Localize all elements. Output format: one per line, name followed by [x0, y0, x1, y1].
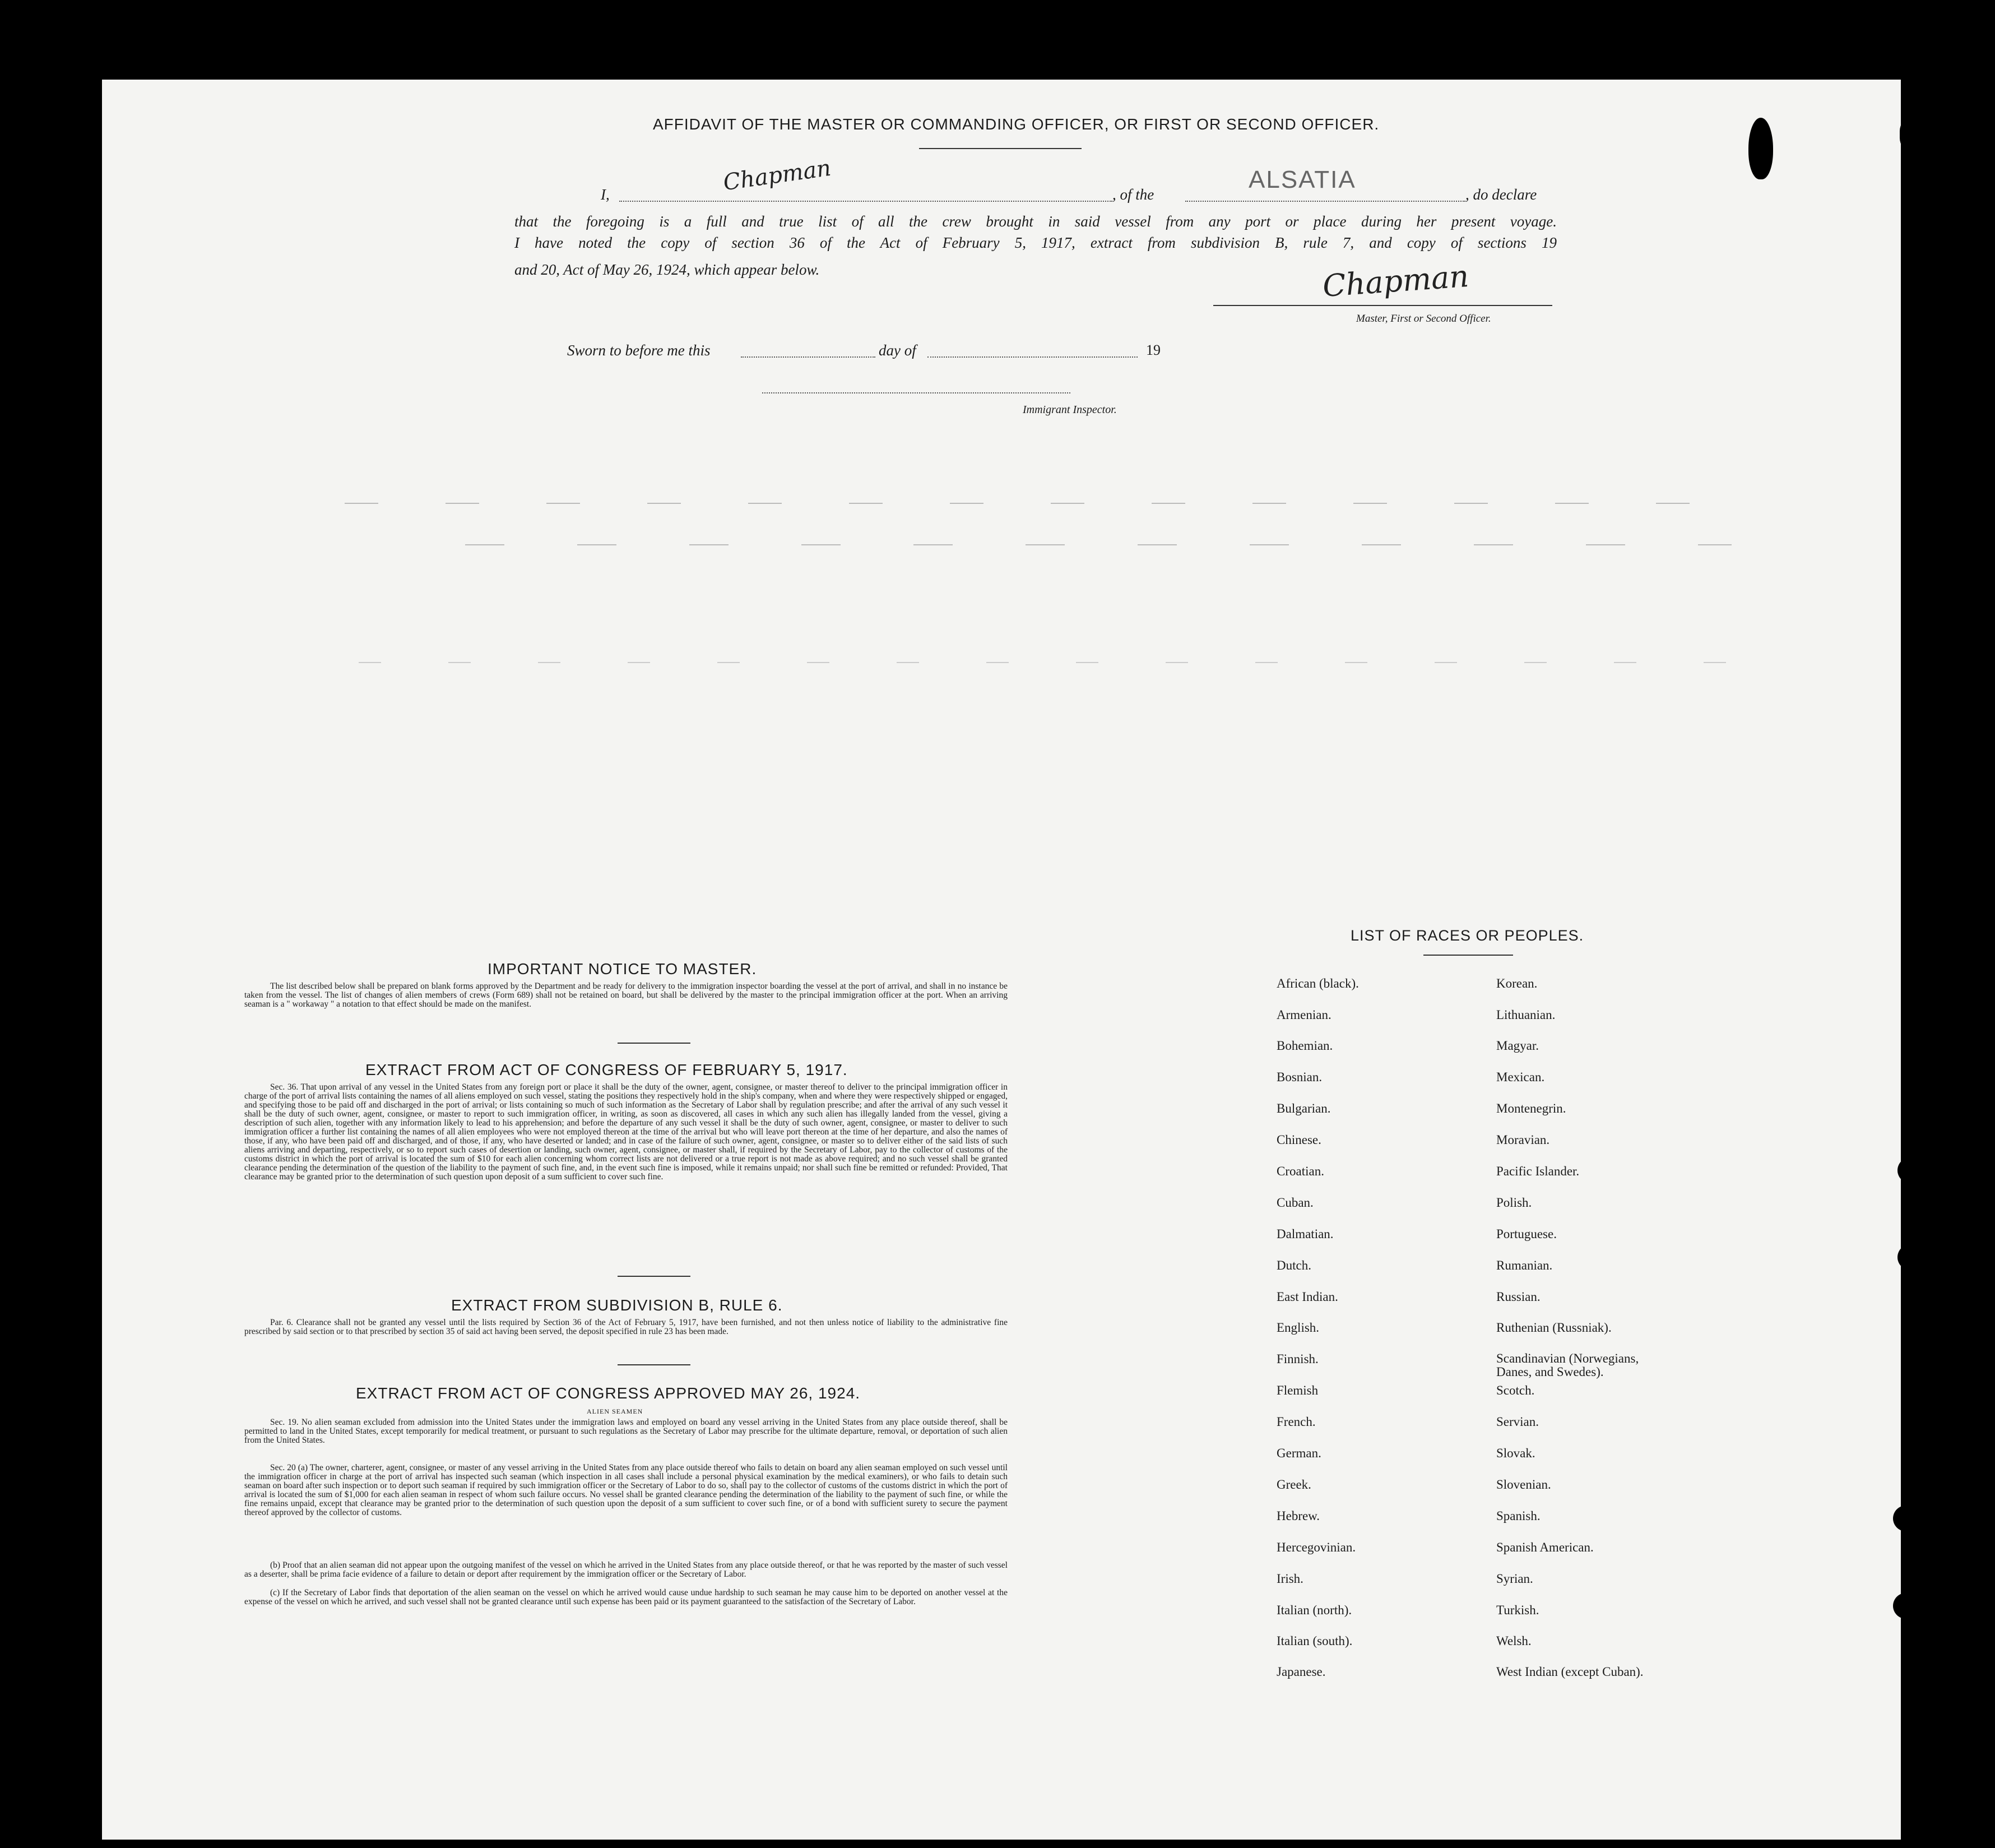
extract-1924-title: EXTRACT FROM ACT OF CONGRESS APPROVED MAY 26, 1924. — [356, 1384, 861, 1402]
faint-rule — [359, 662, 1732, 663]
affidavit-line-3: I have noted the copy of section 36 of the Act of February 5, 1917, extract from subdivision B, rule 7, and copy of sections 19 — [514, 234, 1557, 251]
race-item: Magyar. — [1496, 1039, 1539, 1053]
subdivision-b-text: Par. 6. Clearance shall not be granted any vessel until the lists required by Section 36 of the Act of February 5, 1917, have been furnished, and not then unless notice of liability to the administrative fine prescribed by said section or to that prescribed by section 35 of said act having been served, the deposit specified in rule 23 has been made. — [244, 1318, 1008, 1336]
inspector-caption: Immigrant Inspector. — [1023, 404, 1117, 416]
punch-hole — [1932, 573, 1958, 599]
race-item: French. — [1277, 1415, 1316, 1429]
name-line — [619, 201, 1112, 202]
master-signature: Chapman — [1321, 258, 1470, 304]
race-item: Scandinavian (Norwegians, Danes, and Swedes). — [1496, 1351, 1639, 1379]
race-item: Croatian. — [1277, 1164, 1324, 1178]
affidavit-line-4: and 20, Act of May 26, 1924, which appear below. — [514, 261, 820, 278]
race-item: Japanese. — [1277, 1665, 1326, 1679]
race-item: Cuban. — [1277, 1196, 1314, 1210]
sec-20c-text: (c) If the Secretary of Labor finds that deportation of the alien seaman on the vessel on which he arrived would cause undue hardship to such seaman he may cause him to be deported on another vessel at the expense of the vessel on which he arrived, and such vessel shall not be granted clearance until such expense has been paid or its payment guaranteed to the satisfaction of the Secretary of Labor. — [244, 1588, 1008, 1606]
master-caption: Master, First or Second Officer. — [1356, 313, 1491, 325]
race-item: Irish. — [1277, 1572, 1303, 1586]
race-item: Spanish. — [1496, 1509, 1541, 1523]
torn-hole — [1748, 118, 1773, 179]
title-rule — [919, 148, 1082, 149]
punch-hole — [1902, 315, 1928, 341]
faint-rule — [345, 503, 1734, 504]
torn-hole — [1900, 118, 1928, 151]
race-item: East Indian. — [1277, 1290, 1338, 1304]
race-item: Moravian. — [1496, 1133, 1550, 1147]
extract-1917-title: EXTRACT FROM ACT OF CONGRESS OF FEBRUARY 5, 1917. — [365, 1061, 848, 1078]
race-item: Syrian. — [1496, 1572, 1533, 1586]
sec-20b-text: (b) Proof that an alien seaman did not appear upon the outgoing manifest of the vessel on which he arrived in the United States from any place outside thereof, or that he was reported by the master of such vessel as a deserter, shall be prima facie evidence of a failure to detain or deport after requirement by the immigration officer or the Secretary of Labor. — [244, 1560, 1008, 1579]
race-item: Armenian. — [1277, 1008, 1331, 1022]
race-item: Bosnian. — [1277, 1070, 1323, 1084]
races-title: LIST OF RACES OR PEOPLES. — [1351, 927, 1584, 944]
race-item: Ruthenian (Russniak). — [1496, 1321, 1612, 1335]
race-item: Slovak. — [1496, 1446, 1535, 1460]
races-title-rule — [1423, 955, 1513, 956]
race-item: Greek. — [1277, 1478, 1311, 1492]
master-signature-line — [1213, 305, 1552, 306]
section-rule — [618, 1364, 690, 1365]
race-item: West Indian (except Cuban). — [1496, 1665, 1644, 1679]
punch-hole — [1897, 1244, 1923, 1270]
notice-text: The list described below shall be prepared on blank forms approved by the Department and be ready for delivery to the immigration inspector boarding the vessel at the port of arrival, and shall in no instance be taken from the vessel. The list of changes of alien members of crews (Form 689) shall not be retained on board, but shall be delivered by the master to the principal immigration officer at the port. When an arriving seaman is a " workaway " a notation to that effect should be made on the manifest. — [244, 981, 1008, 1009]
inspector-signature-line — [762, 392, 1070, 393]
race-item: Flemish — [1277, 1383, 1319, 1397]
race-item: Scotch. — [1496, 1383, 1535, 1397]
race-item: Slovenian. — [1496, 1478, 1551, 1492]
sec-19-text: Sec. 19. No alien seaman excluded from admission into the United States under the immigration laws and employed on board any vessel arriving in the United States from any place outside thereof, shall be permitted to land in the United States, except temporarily for medical treatment, or pursuant to such regulations as the Secretary of Labor may prescribe for the ultimate departure, removal, or deportation of such alien from the United States. — [244, 1418, 1008, 1445]
section-rule — [618, 1276, 690, 1277]
of-the-label: , of the — [1112, 186, 1154, 203]
race-item: Polish. — [1496, 1196, 1532, 1210]
race-item: Bohemian. — [1277, 1039, 1333, 1053]
race-item: African (black). — [1277, 976, 1359, 990]
vessel-line — [1185, 201, 1465, 202]
sworn-prefix: Sworn to before me this — [567, 342, 711, 359]
subdivision-b-title: EXTRACT FROM SUBDIVISION B, RULE 6. — [451, 1296, 783, 1314]
sworn-year: 19 — [1146, 342, 1161, 358]
affidavit-i-label: I, — [601, 186, 610, 203]
race-item: Portuguese. — [1496, 1227, 1557, 1241]
notice-title: IMPORTANT NOTICE TO MASTER. — [488, 960, 757, 978]
race-item: Chinese. — [1277, 1133, 1321, 1147]
race-item: Spanish American. — [1496, 1540, 1594, 1554]
race-item: Turkish. — [1496, 1603, 1539, 1617]
race-item: Mexican. — [1496, 1070, 1545, 1084]
race-item: Russian. — [1496, 1290, 1541, 1304]
race-item: Korean. — [1496, 976, 1538, 990]
affidavit-line-2: that the foregoing is a full and true list of all the crew brought in said vessel from any port or place during her present voyage. — [514, 213, 1557, 230]
punch-hole — [1902, 212, 1928, 238]
declarant-signature: Chapman — [721, 155, 833, 196]
vessel-name-stamp: ALSATIA — [1249, 166, 1356, 193]
faint-rule — [465, 544, 1732, 545]
punch-hole — [1897, 1157, 1923, 1183]
race-item: Dutch. — [1277, 1258, 1311, 1272]
race-item: Italian (south). — [1277, 1634, 1353, 1648]
sworn-day-line — [741, 356, 875, 358]
alien-seamen-subtitle: ALIEN SEAMEN — [587, 1407, 643, 1415]
section-rule — [618, 1043, 690, 1044]
punch-hole — [1932, 666, 1958, 692]
sec-20a-text: Sec. 20 (a) The owner, charterer, agent, consignee, or master of any vessel arriving in the United States from any place outside thereof who fails to detain on board any alien seaman employed on such vessel until the immigration officer in charge at the port of arrival has inspected such seaman (which inspection in all cases shall include a personal physical examination by the medical examiners), or who fails to detain such seaman on board after such inspection or to deport such seaman if required by such immigration officer or the Secretary of Labor to do so, shall pay to the collector of customs of the customs district in which the port of arrival is located the sum of $1,000 for each alien seaman in respect of whom such failure occurs. No vessel shall be granted clearance pending the determination of the liability to the payment of such fine, or while the fine remains unpaid, except that clearance may be granted prior to the determination of such question upon the deposit of a sum sufficient to cover such fine, or of a bond with sufficient surety to secure the payment thereof approved by the collector of customs. — [244, 1463, 1008, 1517]
race-item: Montenegrin. — [1496, 1101, 1566, 1115]
race-item: Bulgarian. — [1277, 1101, 1331, 1115]
race-item: Finnish. — [1277, 1352, 1319, 1366]
declare-label: , do declare — [1465, 186, 1537, 203]
punch-hole — [1893, 1593, 1919, 1619]
sworn-day-label: day of — [879, 342, 916, 359]
extract-1917-text: Sec. 36. That upon arrival of any vessel in the United States from any foreign port or place it shall be the duty of the owner, agent, consignee, or master thereof to deliver to the principal immigration officer in charge of the port of arrival lists containing the names of all aliens employed on such vessel, stating the positions they respectively hold in the ship's company, when and where they were respectively shipped or engaged, and specifying those to be paid off and discharged in the port of arrival; or lists containing so much of such information as the Secretary of Labor shall by regulation prescribe; and after the arrival of any such vessel it shall be the duty of such owner, agent, consignee, or master to report to such immigration officer, in writing, as soon as discovered, all cases in which any such alien has illegally landed from the vessel, giving a description of such alien, together with any information likely to lead to his apprehension; and before the departure of any such vessel it shall be the duty of such owner, agent, consignee, or master to deliver to such immigration officer a further list containing the names of all alien employees who were not employed thereon at the time of the arrival but who will leave port thereon at the time of her departure, and also the names of those, if any, who have been paid off and discharged, and of those, if any, who have deserted or landed; and in case of the failure of such owner, agent, consignee, or master so to deliver either of the said lists of such aliens arriving and departing, respectively, or so to report such cases of desertion or landing, such owner, agent, consignee, or master shall, if required by the Secretary of Labor, pay to the collector of customs of the customs district in which the port of arrival is located the sum of $10 for each alien concerning whom correct lists are not delivered or a true report is not made as above required; and no such vessel shall be granted clearance pending the determination of the question of the liability to the payment of such fine, and, in the event such fine is imposed, while it remains unpaid; nor shall such fine be remitted or refunded: Provided, That clearance may be granted prior to the determination of such question upon deposit of a sum sufficient to cover such fine. — [244, 1082, 1008, 1182]
race-item: Italian (north). — [1277, 1603, 1352, 1617]
race-item: Hercegovinian. — [1277, 1540, 1356, 1554]
affidavit-title: AFFIDAVIT OF THE MASTER OR COMMANDING OFFICER, OR FIRST OR SECOND OFFICER. — [653, 115, 1380, 133]
race-item: Lithuanian. — [1496, 1008, 1556, 1022]
punch-hole — [1893, 1506, 1919, 1531]
race-item: Welsh. — [1496, 1634, 1532, 1648]
sworn-month-line — [927, 356, 1138, 358]
race-item: Rumanian. — [1496, 1258, 1553, 1272]
race-item: Hebrew. — [1277, 1509, 1320, 1523]
race-item: Servian. — [1496, 1415, 1539, 1429]
race-item: German. — [1277, 1446, 1321, 1460]
race-item: English. — [1277, 1321, 1320, 1335]
race-item: Dalmatian. — [1277, 1227, 1334, 1241]
race-item: Pacific Islander. — [1496, 1164, 1580, 1178]
